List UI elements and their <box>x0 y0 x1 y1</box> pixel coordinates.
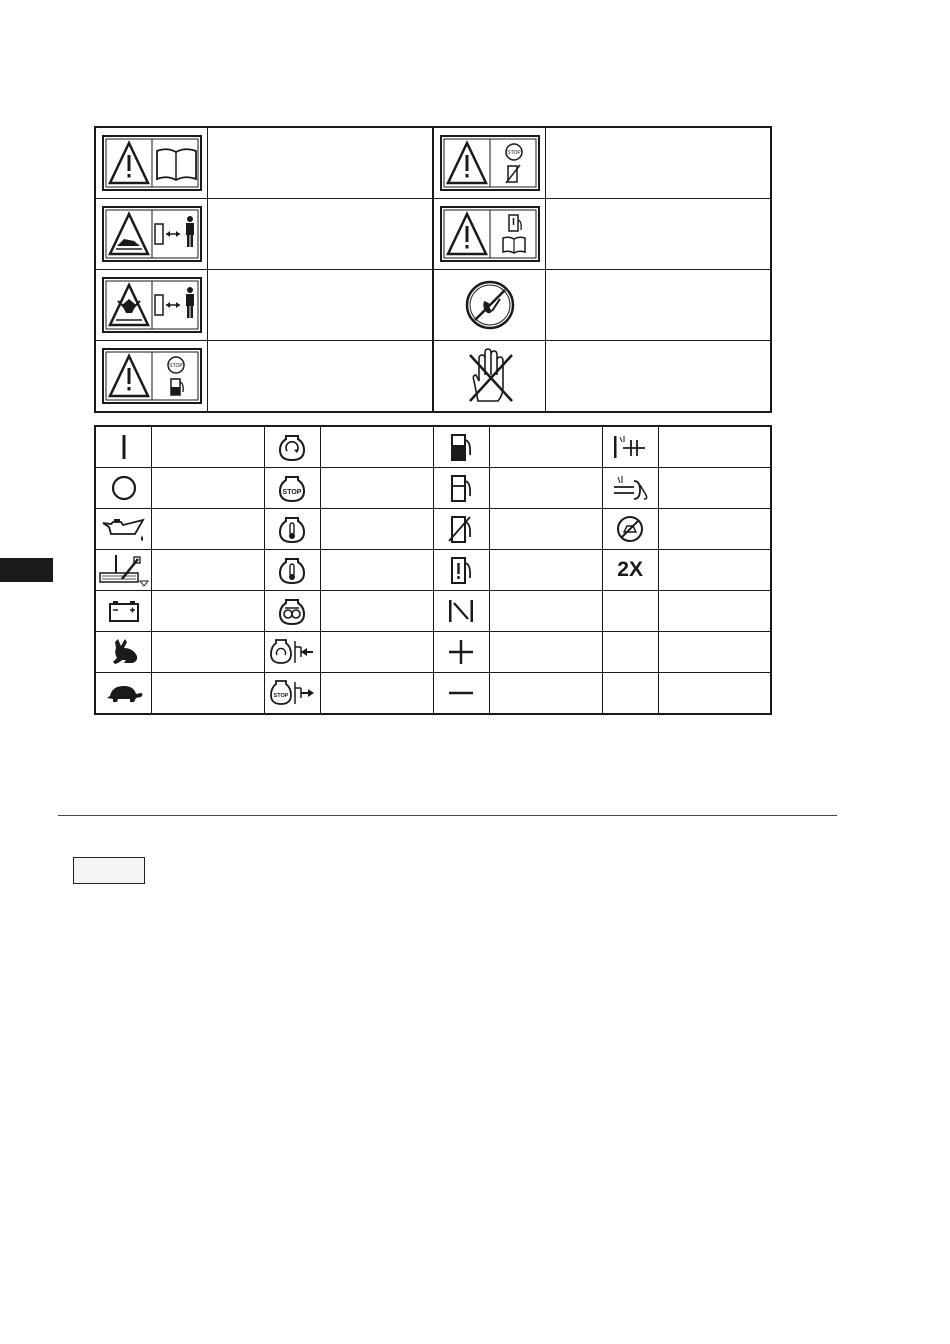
svg-text:STOP: STOP <box>168 363 183 369</box>
symbols-table <box>94 425 772 715</box>
two-times-text: 2X <box>617 558 643 581</box>
warning-row <box>95 199 771 270</box>
symbol-description <box>489 591 602 632</box>
symbol-cell <box>264 509 320 550</box>
svg-text:STOP: STOP <box>273 693 289 699</box>
on-icon <box>109 432 139 462</box>
warning-stop-engine-fuel-icon <box>102 348 202 404</box>
symbol-description <box>489 468 602 509</box>
fuel-warning-icon <box>446 554 476 586</box>
warning-text-cell <box>546 341 772 413</box>
symbol-description <box>320 591 433 632</box>
symbol-description <box>489 673 602 715</box>
symbol-cell <box>264 591 320 632</box>
symbol-cell <box>95 468 152 509</box>
symbol-description <box>489 509 602 550</box>
symbol-cell <box>433 426 489 468</box>
symbol-cell <box>602 550 658 591</box>
symbol-cell <box>95 591 152 632</box>
warning-row <box>95 341 771 413</box>
no-flame-icon <box>615 514 645 544</box>
symbol-description <box>152 550 265 591</box>
symbol-cell <box>602 509 658 550</box>
warning-text-cell <box>546 270 772 341</box>
symbol-description <box>489 632 602 673</box>
warning-icon-cell <box>95 127 208 199</box>
symbol-row <box>95 591 771 632</box>
fast-rabbit-icon <box>107 636 141 668</box>
symbol-description <box>152 673 265 715</box>
symbol-description <box>152 468 265 509</box>
engine-stop-push-icon <box>267 676 317 710</box>
symbol-cell <box>264 632 320 673</box>
warning-text-cell <box>546 127 772 199</box>
symbol-row <box>95 426 771 468</box>
warning-text-cell <box>546 199 772 270</box>
note-box <box>73 857 145 884</box>
warning-icon-cell <box>433 270 546 341</box>
symbol-description <box>320 509 433 550</box>
warning-icon-cell <box>95 270 208 341</box>
symbol-cell <box>433 468 489 509</box>
warning-cutting-hazard-keep-distance-icon <box>102 206 202 262</box>
symbol-description <box>658 673 771 715</box>
engine-start-icon <box>277 431 307 463</box>
battery-icon <box>107 598 141 624</box>
symbol-description <box>658 550 771 591</box>
symbol-row <box>95 468 771 509</box>
engine-stop-icon <box>277 472 307 504</box>
switch-icon <box>446 596 476 626</box>
clutch-engaged-icon <box>611 432 649 462</box>
warning-icon-cell <box>95 341 208 413</box>
warning-read-manual-icon <box>102 135 202 191</box>
off-icon <box>109 473 139 503</box>
symbol-cell <box>95 509 152 550</box>
no-smoking-icon <box>462 277 518 333</box>
symbol-cell <box>602 632 658 673</box>
oil-can-icon <box>99 514 149 544</box>
symbol-description <box>320 673 433 715</box>
fuel-empty-icon <box>446 472 476 504</box>
symbol-cell <box>602 426 658 468</box>
symbol-cell <box>264 426 320 468</box>
warning-text-cell <box>208 270 434 341</box>
symbol-row <box>95 673 771 715</box>
symbol-description <box>320 550 433 591</box>
symbol-cell <box>602 591 658 632</box>
minus-icon <box>446 678 476 708</box>
symbol-cell <box>433 591 489 632</box>
warning-ejected-objects-keep-distance-icon <box>102 277 202 333</box>
symbol-cell <box>264 550 320 591</box>
warning-stop-engine-before-refuel-icon <box>440 135 540 191</box>
symbol-description <box>152 632 265 673</box>
choke-icon <box>277 595 307 627</box>
symbol-description <box>489 426 602 468</box>
symbol-description <box>152 509 265 550</box>
symbol-cell <box>95 426 152 468</box>
symbol-row <box>95 632 771 673</box>
warning-labels-table <box>94 126 772 413</box>
warning-text-cell <box>208 341 434 413</box>
warning-icon-cell <box>95 199 208 270</box>
symbol-cell <box>264 468 320 509</box>
symbol-cell <box>264 673 320 715</box>
symbol-cell <box>433 673 489 715</box>
engine-temperature-icon <box>277 513 307 545</box>
warning-icon-cell <box>433 199 546 270</box>
section-tab <box>0 558 53 582</box>
symbol-cell <box>602 468 658 509</box>
svg-text:STOP: STOP <box>506 150 521 156</box>
symbol-description <box>152 426 265 468</box>
symbol-cell <box>95 673 152 715</box>
symbol-cell <box>95 632 152 673</box>
clutch-disengage-icon <box>610 473 650 503</box>
no-fuel-icon <box>446 513 476 545</box>
slow-turtle-icon <box>104 680 144 706</box>
symbol-row <box>95 550 771 591</box>
plus-icon <box>446 637 476 667</box>
fuel-full-icon <box>446 431 476 463</box>
warning-text-cell <box>208 199 434 270</box>
symbol-row <box>95 509 771 550</box>
symbol-description <box>658 591 771 632</box>
engine-temperature-icon <box>277 554 307 586</box>
warning-fuel-read-manual-icon <box>440 206 540 262</box>
symbol-cell <box>95 550 152 591</box>
warning-icon-cell <box>433 127 546 199</box>
warning-row <box>95 270 771 341</box>
symbol-cell <box>433 509 489 550</box>
symbol-description <box>658 426 771 468</box>
section-divider <box>58 815 837 816</box>
warning-row <box>95 127 771 199</box>
symbol-description <box>658 468 771 509</box>
symbol-description <box>489 550 602 591</box>
no-hands-icon <box>462 345 518 407</box>
symbol-description <box>152 591 265 632</box>
symbol-cell <box>433 632 489 673</box>
svg-text:STOP: STOP <box>282 489 302 496</box>
symbol-cell <box>433 550 489 591</box>
symbol-cell <box>602 673 658 715</box>
warning-icon-cell <box>433 341 546 413</box>
symbol-description <box>658 509 771 550</box>
symbol-description <box>320 426 433 468</box>
symbol-description <box>320 468 433 509</box>
symbol-description <box>320 632 433 673</box>
level-check-icon <box>98 553 150 587</box>
engine-start-push-icon <box>267 635 317 669</box>
warning-text-cell <box>208 127 434 199</box>
symbol-description <box>658 632 771 673</box>
